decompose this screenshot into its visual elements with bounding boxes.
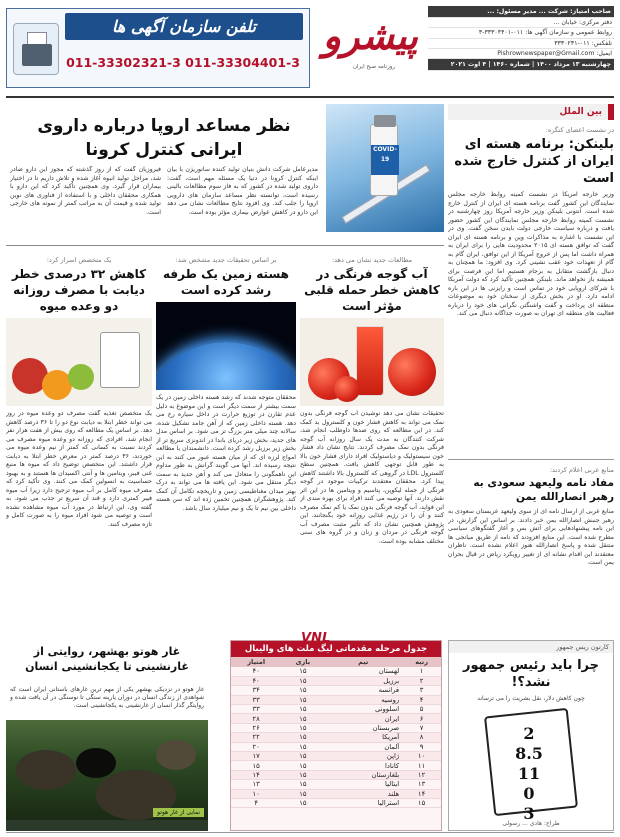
kicker: منابع عربی اعلام کردند:: [549, 466, 614, 474]
team-cell: بلغارستان: [324, 770, 402, 779]
cartoon-box: [448, 640, 614, 831]
col-header: بازی: [281, 657, 324, 667]
cartoon-number: 0: [523, 784, 535, 803]
table-row: [231, 695, 441, 704]
points-cell: ۱۳: [231, 780, 281, 789]
fruit-photo: [6, 318, 152, 406]
kicker: مطالعات جدید نشان می دهد:: [331, 256, 413, 264]
played-cell: ۱۵: [281, 798, 324, 807]
standings-table: [231, 657, 441, 808]
team-cell: استرالیا: [324, 798, 402, 807]
team-cell: کانادا: [324, 761, 402, 770]
story-earth-core: [156, 250, 296, 635]
played-cell: ۱۵: [281, 723, 324, 732]
played-cell: ۱۵: [281, 761, 324, 770]
rank-cell: ۸: [402, 733, 441, 742]
cartoon-title: چرا باید رئیس جمهور نشد؟!: [463, 658, 599, 690]
points-cell: ۱۵: [231, 761, 281, 770]
table-row: [231, 798, 441, 807]
headline: هسته زمین یک طرفه رشد کرده است: [163, 267, 289, 297]
points-cell: ۳۳: [231, 695, 281, 704]
points-cell: ۴: [231, 798, 281, 807]
logo-subtitle: روزنامه صبح ایران: [352, 64, 396, 70]
table-row: [231, 723, 441, 732]
col-header: تیم: [324, 657, 402, 667]
rank-cell: ۷: [402, 723, 441, 732]
cartoon-credit: طراح: هادی ... رسولی: [502, 820, 560, 827]
tomato-icon: [334, 376, 360, 402]
tomato-icon: [388, 348, 436, 396]
team-cell: لهستان: [324, 667, 402, 676]
cave-photo: [6, 720, 208, 820]
table-row: [231, 770, 441, 779]
vial-label: COVID-19: [371, 145, 399, 175]
story-tomato: [300, 250, 444, 635]
masthead: [6, 6, 614, 98]
table-row: [231, 752, 441, 761]
article-body: یک متخصص تغذیه گفت مصرف دو وعده میوه در روز می تواند خطر ابتلا به دیابت نوع دو را تا ۳۶ درصد کاهش دهد. بر اساس یک مطالعه که روی بیش از هفت هزار نفر انجام شد، افرادی که روزانه دو وعده میوه مصرف می کردند نسبت به کسانی که کمتر از نیم وعده میوه می خوردند، ۳۶ درصد کمتر در معرض خطر ابتلا به دیابت قرار داشتند. این متخصص توضیح داد که میوه ها منبع غنی فیبر، ویتامین ها و آنتی اکسیدان ها هستند و به بهبود حساسیت به انسولین کمک می کنند. وی تأکید کرد که مصرف میوه کامل بر آب میوه ترجیح دارد زیرا آب میوه فیبر کمتری دارد و قند آن سریع تر جذب می شود. به گفته وی، این ارتباط در مورد آب میوه مشاهده نشده است و توصیه می شود افراد میوه را به صورت کامل و تازه مصرف کنند.: [6, 410, 152, 528]
kicker: در نشست اعضای کنگره:: [545, 126, 614, 134]
headline: غار هوتو بهشهر، روایتی از غارنشینی تا یکجانشینی انسان: [6, 640, 208, 686]
played-cell: ۱۵: [281, 667, 324, 676]
info-line: صاحب امتیاز: شرکت ... مدیر مسئول: ...: [428, 6, 614, 18]
team-cell: روسیه: [324, 695, 402, 704]
juice-glass-icon: [356, 326, 384, 396]
table-row: [231, 667, 441, 676]
article-body: غار هوتو در نزدیکی بهشهر یکی از مهم ترین غارهای باستانی ایران است که شواهدی از زندگی انسان در دوران پارینه سنگی تا نوسنگی در آن یافت شده و روایتگر گذار انسان از غارنشینی به یکجانشینی است.: [6, 686, 208, 720]
kicker: یک متخصص اسرار کرد:: [46, 256, 112, 264]
international-column: [448, 104, 614, 634]
points-cell: ۴۰: [231, 667, 281, 676]
headline: کاهش ۳۲ درصدی خطر دیابت با مصرف روزانه دو وعده میوه: [11, 267, 147, 313]
played-cell: ۱۵: [281, 752, 324, 761]
tomato-photo: [300, 318, 444, 406]
issue-date: چهارشنبه ۱۳ مرداد ۱۴۰۰ | شماره ۱۴۶۰ | ۴ اوت ۲۰۲۱: [428, 59, 614, 71]
headline-blinken: بلینکن: برنامه هسته ای ایران از کنترل خارج شده است: [454, 137, 614, 186]
played-cell: ۱۵: [281, 780, 324, 789]
vial-icon: [370, 124, 398, 196]
rank-cell: ۱۱: [402, 761, 441, 770]
points-cell: ۳۳: [231, 705, 281, 714]
ad-phone-box: [6, 8, 310, 88]
points-cell: ۲۰: [231, 742, 281, 751]
team-cell: آمریکا: [324, 733, 402, 742]
lead-headline: نظر مساعد اروپا درباره داروی ایرانی کنترل کرونا: [37, 116, 291, 160]
points-cell: ۲۸: [231, 714, 281, 723]
footer-rule: [6, 832, 614, 833]
team-cell: آلمان: [324, 742, 402, 751]
table-row: [231, 733, 441, 742]
photo-caption: نمایی از غار هوتو: [153, 808, 204, 817]
kicker: بر اساس تحقیقات جدید مشخص شد:: [175, 256, 277, 264]
article-body: فیروزیان گفت که از روز گذشته که مجوز این دارو صادر شد، مراحل تولید انبوه آغاز شده و تلاش داریم تا در اختیار بیماران قرار گیرد. وی همچنین تأکید کرد که این دارو با همکاری محققان داخلی و با استفاده از فناوری های نوین تولید شده و قیمت آن به مراتب کمتر از نمونه های خارجی است.: [10, 166, 161, 216]
played-cell: ۱۵: [281, 676, 324, 685]
story-cave: [6, 640, 208, 831]
article-body: منابع عربی از ارسال نامه ای از سوی ولیعهد عربستان سعودی به رهبر جنبش انصارالله یمن خبر دادند. بر اساس این گزارش، در این نامه پیشنهادهایی برای آتش بس و آغاز گفتگوهای سیاسی مطرح شده است. این منابع افزودند که نامه از طریق میانجی ها منتقل شده و پاسخ انصارالله هنوز اعلام نشده است. ناظران معتقدند این اقدام نشانه ای از تغییر رویکرد ریاض در قبال بحران یمن است.: [448, 508, 614, 566]
info-line: روابط عمومی و سازمان آگهی ها: ۰۱۱-۳۳۳۰۴۴۰۱-۳: [428, 28, 614, 38]
vaccine-photo: [326, 104, 444, 232]
lead-story: [6, 104, 444, 246]
cartoon-number: 11: [517, 764, 541, 783]
masthead-info: [428, 6, 614, 96]
team-cell: برزیل: [324, 676, 402, 685]
team-cell: هلند: [324, 789, 402, 798]
played-cell: ۱۵: [281, 695, 324, 704]
logo-text: پیشرو: [322, 13, 418, 58]
article-body: تحقیقات نشان می دهد نوشیدن آب گوجه فرنگی بدون نمک می تواند به کاهش فشار خون و کلسترول بد کمک کند. در این مطالعه که روی صدها داوطلب انجام شد، شرکت کنندگان به مدت یک سال روزانه آب گوجه فرنگی بدون نمک مصرف کردند. نتایج نشان داد فشار خون سیستولیک و دیاستولیک افراد دارای فشار خون بالا به طور قابل توجهی کاهش یافت. همچنین سطح کلسترول LDL در گروهی که کلسترول بالا داشتند کاهش پیدا کرد. محققان معتقدند ترکیبات موجود در گوجه فرنگی از جمله لیکوپن، پتاسیم و ویتامین ها در این اثر نقش دارند. آنها توصیه می کنند افراد برای بهره مندی از این فواید، آب گوجه فرنگی بدون نمک یا کم نمک مصرف کنند و آن را در رژیم غذایی روزانه خود بگنجانند. این پژوهش همچنین نشان داد که تأثیر مثبت مصرف آب گوجه فرنگی در مردان و زنان و در گروه های سنی مختلف مشابه بوده است.: [300, 410, 444, 545]
earth-photo: [156, 302, 296, 390]
cartoon-number: 8.5: [515, 744, 543, 763]
table-row: [231, 705, 441, 714]
rank-cell: ۱۰: [402, 752, 441, 761]
info-line: دفتر مرکزی: خیابان ...: [428, 18, 614, 28]
team-cell: فرانسه: [324, 686, 402, 695]
played-cell: ۱۵: [281, 686, 324, 695]
headline-saudi-letter: مفاد نامه ولیعهد سعودی به رهبر انصارالله یمن: [473, 477, 614, 503]
rank-cell: ۱: [402, 667, 441, 676]
played-cell: ۱۵: [281, 789, 324, 798]
cartoon-number: 2: [523, 724, 535, 743]
rock-icon: [156, 740, 196, 770]
col-header: امتیاز: [231, 657, 281, 667]
glucometer-icon: [100, 332, 140, 388]
rank-cell: ۳: [402, 686, 441, 695]
cave-entrance-icon: [76, 748, 116, 778]
team-cell: صربستان: [324, 723, 402, 732]
rank-cell: ۹: [402, 742, 441, 751]
vnl-logo: VNL: [301, 631, 331, 646]
info-line: تلفکس: ۰۱۱-۳۳۳۰۲۳۱: [428, 39, 614, 49]
vnl-standings: [230, 631, 442, 831]
team-cell: ایران: [324, 714, 402, 723]
played-cell: ۱۵: [281, 705, 324, 714]
table-row: [231, 676, 441, 685]
table-row: [231, 714, 441, 723]
team-cell: ژاپن: [324, 752, 402, 761]
points-cell: ۴۰: [231, 676, 281, 685]
played-cell: ۱۵: [281, 714, 324, 723]
cartoon-illustration: [471, 706, 591, 824]
earth-icon: [156, 342, 296, 390]
rank-cell: ۱۴: [402, 789, 441, 798]
newspaper-logo: [322, 8, 418, 88]
points-cell: ۲۶: [231, 723, 281, 732]
played-cell: ۱۵: [281, 742, 324, 751]
rank-cell: ۴: [402, 695, 441, 704]
cartoon-number: 3: [523, 804, 535, 823]
table-row: [231, 780, 441, 789]
story-fruit-diabetes: [6, 250, 152, 635]
rank-cell: ۵: [402, 705, 441, 714]
divider: [448, 459, 614, 460]
headline: آب گوجه فرنگی در کاهش خطر حمله قلبی مؤثر است: [304, 267, 440, 313]
points-cell: ۳۴: [231, 686, 281, 695]
played-cell: ۱۵: [281, 733, 324, 742]
info-line: ایمیل: Pishrownewspaper@Gmail.com: [428, 49, 614, 59]
table-row: [231, 742, 441, 751]
cartoon-subtitle: چون کاهش دلار، نقل بشریت را می ترساند: [477, 695, 585, 702]
article-body: وزیر خارجه آمریکا در نشست کمیته روابط خارجه مجلس نمایندگان این کشور گفت برنامه هسته ای ایران از کنترل خارج شده است. آنتونی بلینکن وزیر خارجه آمریکا روز چهارشنبه در نشست کمیته روابط خارجه مجلس نمایندگان این کشور حضور یافت و درباره سیاست خارجی دولت بایدن سخن گفت. وی در این نشست با اشاره به مذاکرات وین و برنامه هسته ای ایران گفت که توافق هسته ای ۲۰۱۵ محدودیت هایی را برای ایران به همراه داشت اما پس از خروج آمریکا از این توافق، ایران گام به گام از تعهدات خود عقب نشینی کرد. وی افزود: ما همچنان به دنبال بازگشت متقابل به برجام هستیم اما این فرصت برای همیشه باز نخواهد ماند. بلینکن همچنین تأکید کرد که دولت آمریکا با شرکای اروپایی خود در تماس است و رایزنی ها در این باره ادامه دارد. او در بخش دیگری از سخنان خود به موضوعات منطقه ای پرداخت و گفت واشنگتن نگرانی های خود را درباره فعالیت های منطقه ای تهران به صورت جداگانه دنبال می کند.: [448, 191, 614, 317]
played-cell: ۱۵: [281, 770, 324, 779]
rock-icon: [16, 750, 76, 790]
fax-icon: [13, 23, 59, 75]
table-row: [231, 686, 441, 695]
points-cell: ۱۴: [231, 770, 281, 779]
points-cell: ۲۲: [231, 733, 281, 742]
lime-icon: [68, 364, 94, 390]
rank-cell: ۲: [402, 676, 441, 685]
section-tag: بین الملل: [448, 104, 614, 120]
col-header: رتبه: [402, 657, 441, 667]
rank-cell: ۱۳: [402, 780, 441, 789]
cartoon-tag: کارتون ریس جمهور: [449, 641, 613, 653]
rank-cell: ۶: [402, 714, 441, 723]
rank-cell: ۱۵: [402, 798, 441, 807]
points-cell: ۱۰: [231, 789, 281, 798]
article-body: مدیرعامل شرکت دانش بنیان تولید کننده سانوریژن با بیان اینکه کنترل کرونا در دنیا یک مسئله مهم است، گفت: داروی تولید شده در کشور که به فاز سوم مطالعات بالینی رسیده است، توانسته نظر مساعد سازمان های دارویی اروپا را جلب کند. وی افزود نتایج مطالعات نشان می دهد این دارو در کاهش عوارض بیماری مؤثر بوده است.: [167, 166, 318, 216]
team-cell: اسلوونی: [324, 705, 402, 714]
rank-cell: ۱۲: [402, 770, 441, 779]
ad-phone-numbers: 011-33302321-3 011-33304401-3: [66, 55, 300, 70]
article-body: محققان متوجه شدند که رشد هسته داخلی زمین در یک سمت بیشتر از سمت دیگر است و این موضوع به دلیل عدم تقارن در توزیع حرارت در داخل سیاره رخ می دهد. هسته داخلی زمین که از آهن جامد تشکیل شده، سالانه چند میلی متر بزرگ تر می شود. بر اساس مدل های جدید، بخش زیر دریای باندا در اندونزی سریع تر از بخش زیر برزیل رشد کرده است. دانشمندان با مطالعه امواج لرزه ای که از میان هسته عبور می کنند به این نتیجه رسیده اند. آنها می گویند گرانش به طور مداوم این ناهمگونی را متعادل می کند و آهن جدید به سمت دیگر منتقل می شود. این یافته ها می تواند به درک بهتر میدان مغناطیسی زمین و تاریخچه تکامل آن کمک کند. پژوهشگران همچنین تخمین زده اند که سن هسته داخلی بین نیم تا یک و نیم میلیارد سال باشد.: [156, 394, 296, 512]
team-cell: ایتالیا: [324, 780, 402, 789]
table-row: [231, 761, 441, 770]
table-row: [231, 789, 441, 798]
points-cell: ۱۷: [231, 752, 281, 761]
table-title: جدول مرحله مقدماتی لیگ ملت های والیبال: [231, 641, 441, 657]
ad-title: تلفن سازمان آگهی ها: [65, 13, 303, 40]
